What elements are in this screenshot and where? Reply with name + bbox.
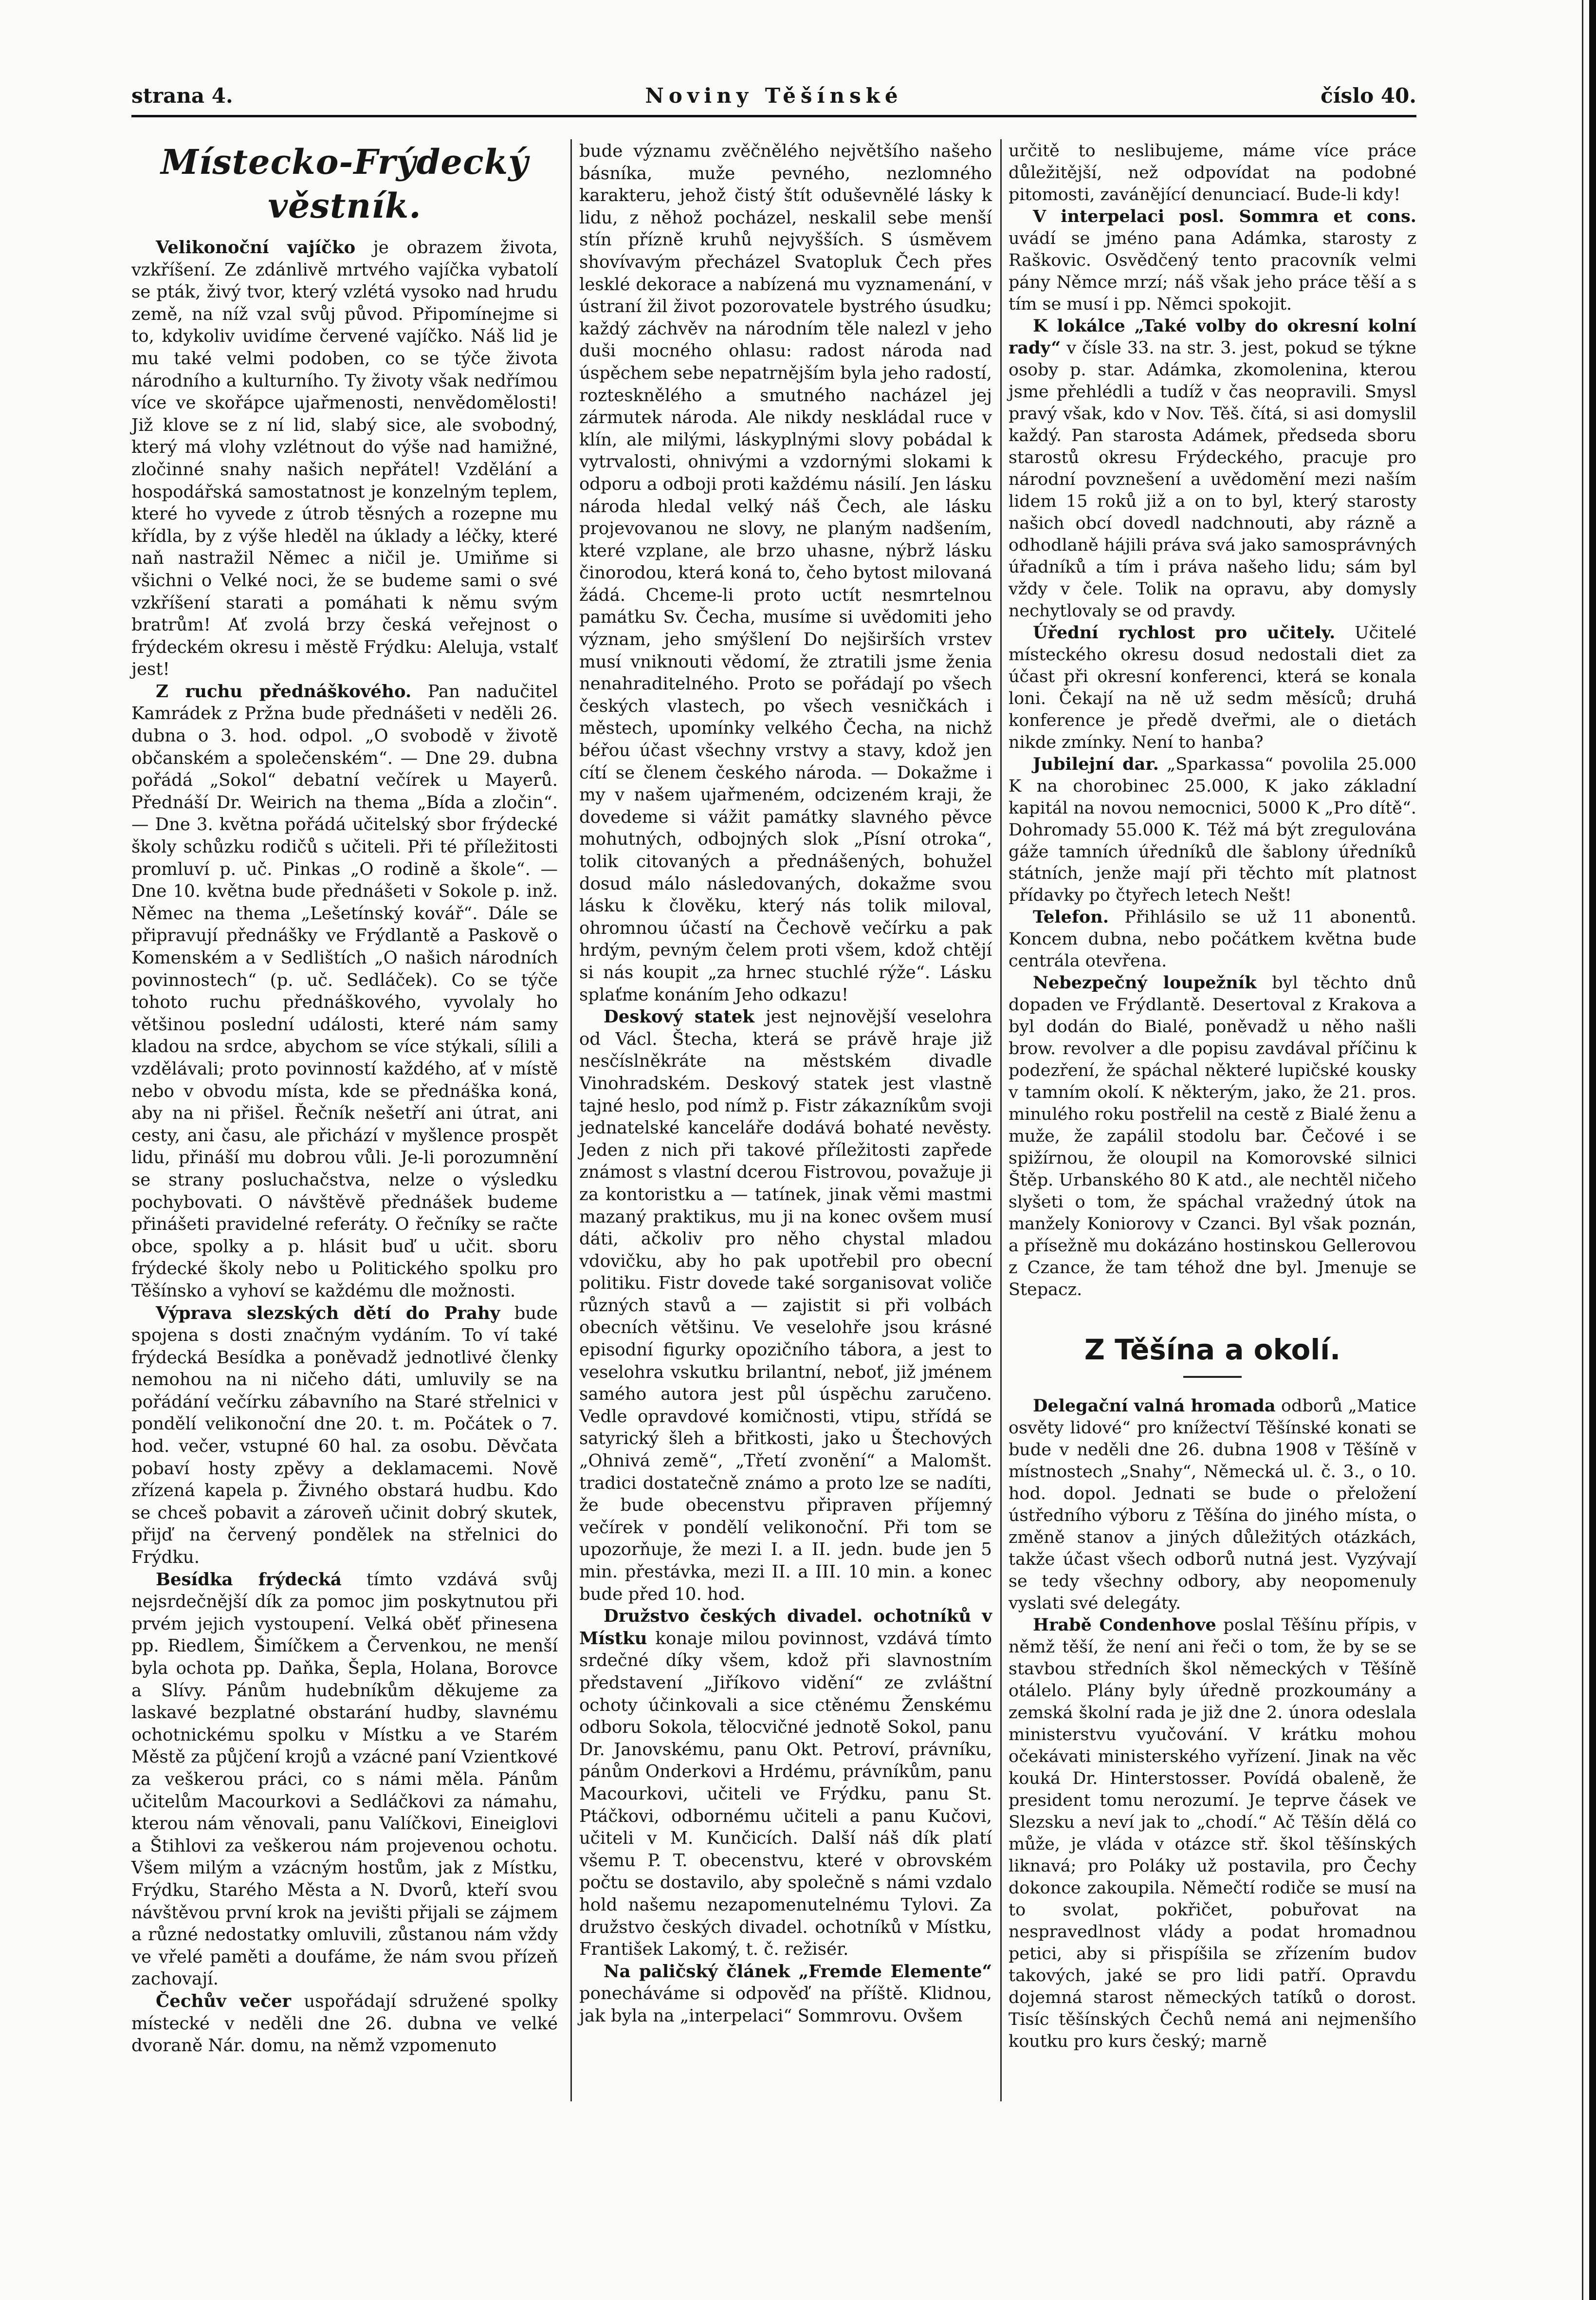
article-heading: Jubilejní dar. xyxy=(1033,754,1159,774)
article-paragraph xyxy=(131,237,558,681)
article-text: určitě to neslibujeme, máme více práce důležitější, než odpovídat na podobné pitomosti, zavánějící denunciací. Bude-li kdy! xyxy=(1009,141,1416,204)
page-number: strana 4. xyxy=(131,84,233,108)
article-paragraph xyxy=(1009,315,1416,622)
article-text: poslal Těšínu přípis, v němž těší, že není ani řeči o tom, že by se se stavbou středních škol německých v Těšíně otálelo. Plány byly úředně prozkoumány a zemská školní rada je již dne 2. února odeslala ministerstvu vyučování. V krátku mohou očekávati ministerského vyřízení. Jinak na věc kouká Dr. Hinterstosser. Povídá obaleně, že president tomu nerozumí. Je teprve čásek ve Slezsku a neví jak to „chodí.“ Ač Těšín dělá co může, je vláda v otázce stř. škol těšínských liknavá; pro Poláky už postavila, pro Čechy dokonce zakoupila. Němečtí rodiče se musí na to svolat, pokřičet, pobuřovat na nespravedlnost vlády a podat hromadnou petici, aby si přispíšila se zřízením budov takových, jaké se pro lidi patří. Opravdu dojemná starost německých tatíků o dorost. Tisíc těšínských Čechů nemá ani nejmenšího koutku pro kurs český; marně xyxy=(1009,1615,1416,2051)
article-paragraph xyxy=(131,1302,558,1569)
article-text: Přihlásilo se už 11 abonentů. Koncem dubna, nebo počátkem května bude centrála otevřena. xyxy=(1009,908,1416,971)
section-title: Z Těšína a okolí. xyxy=(1084,1333,1341,1367)
article-text: Učitelé místeckého okresu dosud nedostali diet za účast při okresní konferenci, která se konala loni. Čekají na ně už sedm měsíců; druhá konference je předě dveřmi, ale o dietách nikde zmínky. Není to hanba? xyxy=(1009,623,1416,752)
article-text: konaje milou povinnost, vzdává tímto srdečné díky všem, kdož při slavnostním představení „Jiříkovo vidění“ ze zvláštní ochoty účinkovali a sice ctěnému Ženskému odboru Sokola, tělocvičné jednotě Sokol, panu Dr. Janovskému, panu Okt. Petroví, právníku, pánům Onderkovi a Hrdému, právníkům, panu Macourkovi, učiteli ve Frýdku, panu St. Ptáčkovi, odbornému učiteli a panu Kučovi, učiteli v M. Kunčicích. Další náš dík platí všemu P. T. obecenstvu, které v obrovském počtu se dostavilo, aby společně s námi vzdalo hold našemu nezapomenutelnému Tylovi. Za družstvo českých divadel. ochotníků v Místku, František Lakomý, t. č. režisér. xyxy=(579,1628,992,1960)
article-heading: K lokálce „Také volby do okresní kolní rady“ xyxy=(1009,315,1416,358)
article-text: bude spojena s dosti značným vydáním. To ví také frýdecká Besídka a poněvadž jednotlivé členky nemohou na ni ničeho dáti, umluvily se na pořádání večírku zábavního na Staré střelnici v pondělí velikonoční dne 20. t. m. Počátek o 7. hod. večer, vstupné 60 hal. za osobu. Děvčata pobaví hosty zpěvy a deklamacemi. Nově zřízená kapela p. Živného obstará hudbu. Kdo se chceš pobavit a zároveň učinit dobrý skutek, přijď na červený pondělek na střelnici do Frýdku. xyxy=(131,1303,558,1568)
article-paragraph xyxy=(1009,754,1416,907)
article-heading: Nebezpečný loupežník xyxy=(1033,973,1257,993)
article-text: je obrazem života, vzkříšení. Ze zdánlivě mrtvého vajíčka vybatolí se pták, živý tvor, který vzlétá vysoko nad hrudu země, na níž vzal svůj původ. Připomínejme si to, kdykoliv uvidíme červené vajíčko. Náš lid je mu také velmi podoben, co se týče života národního a kulturního. Ty životy však nedřímou více ve skořápce ujařmenosti, nenvědomělosti! Již klove se z ní lid, slabý sice, ale svobodný, který má vlohy vzlétnout do výše nad hamižné, zločinné snahy našich nepřátel! Vzdělání a hospodářská samostatnost je konzelným teplem, které ho vyvede z útrob těsných a rozepne mu křídla, by z výše hleděl na úklady a léčky, které naň nastražil Němec a ničil je. Umiňme si všichni o Velké noci, že se budeme sami o své vzkříšení starati a pomáhati k němu svým bratrům! Ať zvolá brzy česká veřejnost o frýdeckém okresu i městě Frýdku: Aleluja, vstalť jest! xyxy=(131,238,558,680)
article-heading: Besídka frýdecká xyxy=(156,1569,342,1590)
article-paragraph xyxy=(1009,622,1416,754)
article-paragraph xyxy=(131,681,558,1302)
article-text: odborů „Matice osvěty lidové“ pro knížectví Těšínské konati se bude v neděli dne 26. dubna 1908 v Těšíně v místnostech „Snahy“, Německá ul. č. 3., o 10. hod. dopol. Jednati se bude o přeložení ústředního výboru z Těšína do jiného místa, o změně stanov a jiných důležitých otázkách, takže účast všech odborů nutná jest. Vyzývají se tedy všechny odbory, aby neopomenuly vyslati své delegáty. xyxy=(1009,1396,1416,1614)
article-paragraph xyxy=(579,1605,992,1961)
scan-edge xyxy=(1589,0,1596,2300)
article-text: uspořádají sdružené spolky místecké v neděli dne 26. dubna ve velké dvoraně Nár. domu, na němž vzpomenuto xyxy=(131,1991,558,2056)
scan-edge-line xyxy=(1582,0,1583,2300)
column-divider xyxy=(1000,139,1002,2101)
article-text: v čísle 33. na str. 3. jest, pokud se týkne osoby p. star. Adámka, zkomolenina, kterou jsme přehlédli a tudíž v čas neopravili. Smysl pravý však, kdo v Nov. Těš. čítá, si asi domyslil každý. Pan starosta Adámek, předseda sboru starostů okresu Frýdeckého, pracuje pro národní povznešení a uvědomění mezi naším lidem 15 roků již a on to byl, který starosty našich obcí dovedl nadchnouti, aby rázně a odhodlaně hájili práva svá jako samosprávných úřadníků a tím i práva našeho lidu; sám byl vždy v čele. Tolik na opravu, aby domysly nechytlovaly se od pravdy. xyxy=(1009,338,1416,621)
article-heading: Delegační valná hromada xyxy=(1033,1396,1276,1416)
article-text: byl těchto dnů dopaden ve Frýdlantě. Desertoval z Krakova a byl dodán do Bialé, poněvadž u něho našli brow. revolver a dle popisu zavdával příčinu k podezření, že spáchal některé lupičské kousky v tamním okolí. K některým, jako, že 21. pros. minulého roku postřelil na cestě z Bialé ženu a muže, že zapálil stodolu bar. Čečové i se spižírnou, že oloupil na Komorovské silnici Štěp. Urbanského 80 K atd., ale nechtěl ničeho slyšeti o tom, že spáchal vražedný útok na manžely Koniorovy v Czanci. Byl však poznán, a přísežně mu dokázáno hostinskou Gellerovou z Czance, že tam téhož dne byl. Jmenuje se Stepacz. xyxy=(1009,973,1417,1300)
newspaper-name: Noviny Těšínské xyxy=(645,84,903,108)
article-heading: Na paličský článek „Fremde Elemente“ xyxy=(604,1961,992,1982)
article-text: „Sparkassa“ povolila 25.000 K na chorobinec 25.000, K jako základní kapitál na novou nemocnici, 5000 K „Pro dítě“. Dohromady 55.000 K. Též má být zregulována gáže tamních úředníků dle šablony úředníků státních, jenže mají při těchto mít platnost přídavky po čtyřech letech Nešt! xyxy=(1009,754,1416,906)
article-heading: Deskový statek xyxy=(604,1007,754,1027)
article-paragraph xyxy=(1009,907,1416,972)
page-header xyxy=(131,84,1416,113)
article-paragraph xyxy=(1009,1614,1416,2053)
article-heading: Výprava slezských dětí do Prahy xyxy=(156,1303,500,1323)
column-1 xyxy=(131,140,558,2057)
article-paragraph xyxy=(579,1961,992,2027)
article-text: bude významu zvěčnělého největšího našeho básníka, muže pevného, nezlomného karakteru, jehož čistý štít oduševnělé lásky k lidu, z něhož pocházel, neskalil sebe menší stín přízně kruhů nejvyšších. S úsměvem shovívavým přecházel Svatopluk Čech přes lesklé dekorace a nabízená mu vyznamenání, v ústraní žil život pozorovatele bystrého úsudku; každý záchvěv na národním těle nalezl v jeho duši mocného ohlasu: radost národa nad úspěchem sebe nepatrnějším byla jeho radostí, roztesknělého a smutného nacházel jej zármutek národa. Ale nikdy neskládal ruce v klín, ale milými, láskyplnými slovy pobádal k vytrvalosti, ohnivými a vzdornými slokami k odporu a odboji proti každému násilí. Jen lásku národa hledal velký náš Čech, ale lásku projevovanou ne slovy, ne planým nadšením, které vzplane, ale brzo uhasne, nýbrž lásku činorodou, která koná to, čeho bytost milovaná žádá. Chceme-li proto uctít nesmrtelnou památku Sv. Čecha, musíme si uvědomiti jeho význam, jeho smýšlení Do nejširších vrstev musí vniknouti vědomí, že ztratili jsme ženia nenahraditelného. Proto se pořádají po všech českých vlastech, po všech vesničkách i městech, upomínky velkého Čecha, na nichž béřou účast všechny vrstvy a stavy, kdož jen cítí se členem českého národa. — Dokažme i my v našem ujařmeném, odcizeném kraji, že dovedeme si vážit památky slavného pěvce mohutných, odbojných slok „Písní otroka“, tolik citovaných a přednášených, bohužel dosud málo následovaných, dokažme svou lásku k člověku, který nás tolik miloval, ohromnou účastí na Čechově večírku a pak hrdým, pevným čelem proti všem, kdož chtějí si nás koupit „za hrnec stuchlé rýže“. Lásku splaťme konáním Jeho odkazu! xyxy=(579,141,992,1005)
article-heading: Telefon. xyxy=(1033,907,1109,927)
article-heading: Čechův večer xyxy=(156,1991,292,2011)
article-heading: Družstvo českých divadel. ochotníků v Místku xyxy=(579,1606,992,1649)
section-title: Místecko-Frýdecký věstník. xyxy=(161,142,529,226)
article-text: tímto vzdává svůj nejsrdečnější dík za pomoc jim poskytnutou při prvém jejich vystoupení. Velká oběť přinesena pp. Riedlem, Šimíčkem a Červenkou, ne menší byla ochota pp. Daňka, Šepla, Holana, Borovce a Slívy. Pánům hudebníkům děkujeme za laskavé bezplatné obstarání hudby, slavnému ochotnickému spolku v Místku a ve Starém Městě za půjčení krojů a vzácné paní Vzientkové za veškerou práci, co s námi měla. Pánům učitelům Macourkovi a Sedláčkovi za námahu, kterou nám věnovali, panu Valíčkovi, Eineiglovi a Štihlovi za veškerou nám projevenou ochotu. Všem milým a vzácným hostům, jak z Místku, Frýdku, Starého Města a N. Dvorů, kteří svou návštěvou první krok na jevišti přijali se zájmem a různé nedostatky omluvili, zůstanou nám vždy ve vřelé paměti a doufáme, že nám svou přízeň zachovají. xyxy=(131,1569,558,1989)
header-rule xyxy=(131,115,1416,117)
article-text: uvádí se jméno pana Adámka, starosty z Raškovic. Osvědčený tento pracovník velmi pány Němce mrzí; náš však jeho práce těší a s tím se musí i pp. Němci spokojit. xyxy=(1009,228,1416,314)
article-text: jest nejnovější veselohra od Václ. Štecha, která se právě hraje již nesčíslněkráte na městském divadle Vinohradském. Deskový statek jest vlastně tajné heslo, pod nímž p. Fistr zákazníkům svoji jednatelské kanceláře dodává bohaté nevěsty. Jeden z nich při takové příležitosti zapřede známost s vlastní dcerou Fistrovou, považuje ji za kontoristku a — tatínek, jinak věmi mastmi mazaný praktikus, mu ji na konec ovšem musí dáti, ačkoliv pro něho chystal mladou vdovičku, aby ho pak upotřebil pro obecní politiku. Fistr dovede také sorganisovat voliče různých stavů a — zajistit si při volbách obecních většinu. Ve veselohře jsou krásné episodní figurky opozičního tábora, a jest to veselohra vskutku brilantní, neboť, již jménem samého autora jest půl úspěchu zaručeno. Vedle opravdové komičnosti, vtipu, střídá se satyrický šleh a břitkosti, jako u Štechových „Ohnivá země“, „Třetí zvonění“ a Malomšt. tradici dostatečně známo a proto lze se nadíti, že bude obecenstvu připraven příjemný večírek v pondělí velikonoční. Při tom se upozorňuje, že mezi I. a II. jedn. bude jen 5 min. přestávka, mezi II. a III. 10 min. a konec bude před 10. hod. xyxy=(579,1007,992,1604)
article-text: Pan nadučitel Kamrádek z Pržna bude přednášeti v neděli 26. dubna o 3. hod. odpol. „O svobodě v životě občanském a společenském“. — Dne 29. dubna pořádá „Sokol“ debatní večírek u Mayerů. Přednáší Dr. Weirich na thema „Bída a zločin“. — Dne 3. května pořádá učitelský sbor frýdecké školy schůzku rodičů s učiteli. Při té příležitosti promluví p. uč. Pinkas „O rodině a škole“. — Dne 10. května bude přednášeti v Sokole p. inž. Němec na thema „Lešetínský kovář“. Dále se připravují přednášky ve Frýdlantě a Paskově o Komenském a v Sedlištích „O našich národních povinnostech“ (p. uč. Sedláček). Co se týče tohoto ruchu přednáškového, vyvolaly ho většinou poslední události, které nám samy kladou na srdce, abychom se více stýkali, sílili a vzdělávali; proto povinností každého, ať v místě nebo v obvodu místa, kde se přednáška koná, aby na ni přišel. Řečník nešetří ani útrat, ani cesty, ani času, ale přichází v myšlence prospět lidu, přináší mu dobrou vůli. Je-li porozumnění se strany posluchačstva, nelze o výsledku pochybovati. O návštěvě přednášek budeme přinášeti pravidelné referáty. O řečníky se račte obce, spolky a p. hlásit buď u učit. sboru frýdecké školy nebo u Politického spolku pro Těšínsko a vyhoví se každému dle možnosti. xyxy=(131,681,558,1301)
article-heading: Hrabě Condenhove xyxy=(1033,1615,1216,1635)
issue-number: číslo 40. xyxy=(1321,84,1416,108)
section-rule xyxy=(1183,1376,1242,1378)
article-text: ponecháváme si odpověď na příště. Klidnou, jak byla na „interpelaci“ Sommrovu. Ovšem xyxy=(579,1984,992,2026)
column-3 xyxy=(1009,140,1416,2053)
article-paragraph xyxy=(131,1990,558,2057)
column-2 xyxy=(579,140,992,2027)
article-heading: V interpelaci posl. Sommra et cons. xyxy=(1033,206,1416,226)
article-paragraph xyxy=(1009,972,1416,1301)
article-paragraph xyxy=(579,1006,992,1605)
article-heading: Z ruchu přednáškového. xyxy=(156,681,412,702)
column-divider xyxy=(570,139,572,2101)
article-paragraph xyxy=(579,140,992,1006)
article-heading: Úřední rychlost pro učitely. xyxy=(1033,622,1336,643)
article-paragraph xyxy=(1009,1395,1416,1614)
article-paragraph xyxy=(131,1569,558,1990)
article-paragraph xyxy=(1009,206,1416,315)
article-paragraph xyxy=(1009,140,1416,206)
article-heading: Velikonoční vajíčko xyxy=(156,238,356,258)
